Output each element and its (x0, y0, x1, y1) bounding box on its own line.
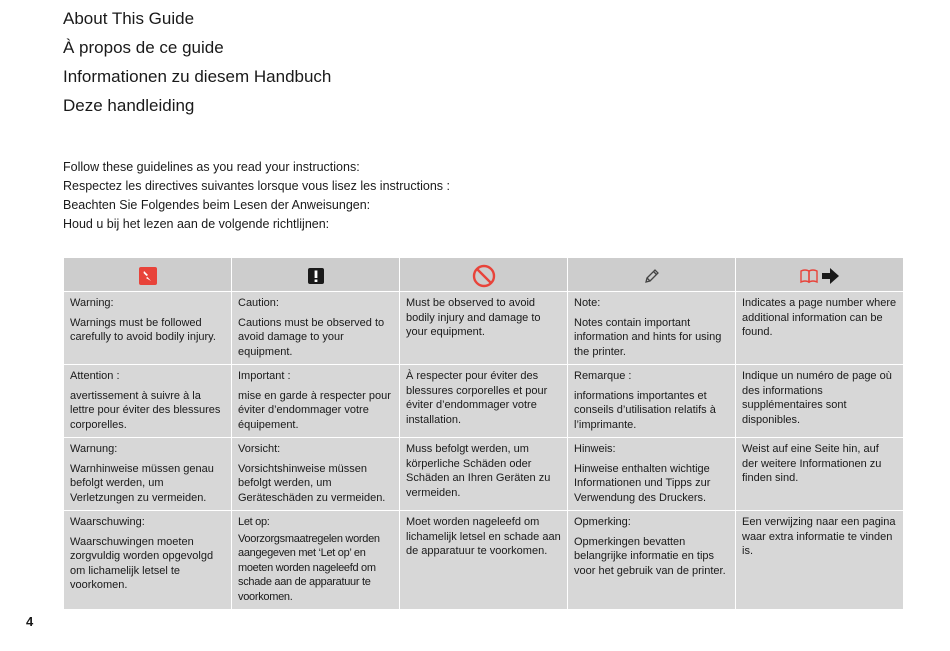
text-note: Notes contain important information and hints for using the printer. (574, 316, 722, 358)
icon-cell-reference (736, 258, 904, 292)
cell-reference-nl (736, 511, 904, 610)
label-warning: Warnung: (70, 443, 118, 455)
label-note: Opmerking: (574, 516, 631, 528)
text-prohibited: Moet worden nageleefd om lichamelijk letsel en schade aan de apparatuur te voorkomen. (406, 516, 561, 557)
label-warning: Attention : (70, 370, 120, 382)
text-caution: Voorzorgsmaatregelen worden aangegeven met ‘Let op’ en moeten worden nageleefd om schade aan de apparatuur te voorkomen. (238, 532, 380, 603)
pencil-note-icon (643, 267, 661, 285)
title-fr: À propos de ce guide (63, 38, 224, 57)
cell-note-de (568, 438, 736, 511)
text-prohibited: Muss befolgt werden, um körperliche Schäden oder Schäden an Ihren Geräten zu vermeiden. (406, 443, 551, 499)
intro-de: Beachten Sie Folgendes beim Lesen der Anweisungen: (63, 198, 371, 212)
label-warning: Warning: (70, 297, 114, 309)
table-row-fr (64, 365, 904, 438)
text-warning: Warnings must be followed carefully to avoid bodily injury. (70, 316, 216, 343)
cell-prohibited-nl (400, 511, 568, 610)
label-note: Hinweis: (574, 443, 616, 455)
label-note: Remarque : (574, 370, 632, 382)
cell-reference-fr (736, 365, 904, 438)
text-reference: Indique un numéro de page où des informations supplémentaires sont disponibles. (742, 370, 892, 426)
label-warning: Waarschuwing: (70, 516, 145, 528)
intro-en: Follow these guidelines as you read your instructions: (63, 160, 360, 174)
cell-warning-fr (64, 365, 232, 438)
cell-prohibited-de (400, 438, 568, 511)
cell-caution-fr (232, 365, 400, 438)
intro-nl: Houd u bij het lezen aan de volgende richtlijnen: (63, 217, 330, 231)
text-note: Hinweise enthalten wichtige Informationen und Tipps zur Verwendung des Druckers. (574, 462, 711, 504)
symbols-table (63, 257, 904, 610)
text-reference: Een verwijzing naar een pagina waar extra informatie te vinden is. (742, 516, 896, 557)
cell-reference-en (736, 292, 904, 365)
text-reference: Indicates a page number where additional information can be found. (742, 297, 897, 338)
cell-note-en (568, 292, 736, 365)
page-titles (63, 4, 331, 120)
title-de: Informationen zu diesem Handbuch (63, 67, 332, 86)
prohibited-icon (472, 264, 496, 288)
cell-caution-nl (232, 511, 400, 610)
cell-warning-en (64, 292, 232, 365)
icon-cell-prohibited (400, 258, 568, 292)
label-note: Note: (574, 297, 601, 309)
label-caution: Vorsicht: (238, 443, 281, 455)
exclamation-caution-icon (307, 267, 325, 285)
table-row-en (64, 292, 904, 365)
title-en: About This Guide (63, 9, 195, 28)
cell-reference-de (736, 438, 904, 511)
table-row-nl (64, 511, 904, 610)
label-caution: Important : (238, 370, 291, 382)
cell-note-fr (568, 365, 736, 438)
lightning-warning-icon (139, 267, 157, 285)
intro-text (63, 158, 450, 234)
cell-caution-en (232, 292, 400, 365)
page-number: 4 (26, 614, 34, 629)
cell-warning-nl (64, 511, 232, 610)
text-reference: Weist auf eine Seite hin, auf der weitere Informationen zu finden sind. (742, 443, 882, 484)
text-caution: mise en garde à respecter pour éviter d’endommager votre équipement. (238, 389, 391, 431)
cell-warning-de (64, 438, 232, 511)
cell-note-nl (568, 511, 736, 610)
text-warning: Warnhinweise müssen genau befolgt werden, um Verletzungen zu vermeiden. (70, 462, 214, 504)
text-note: informations importantes et conseils d’utilisation relatifs à l’imprimante. (574, 389, 716, 431)
text-prohibited: Must be observed to avoid bodily injury and damage to your equipment. (406, 297, 541, 338)
text-warning: Waarschuwingen moeten zorgvuldig worden opgevolgd om lichamelijk letsel te voorkomen. (70, 535, 214, 591)
title-nl: Deze handleiding (63, 96, 195, 115)
text-caution: Cautions must be observed to avoid damage to your equipment. (238, 316, 385, 358)
cell-prohibited-en (400, 292, 568, 365)
icon-cell-caution (232, 258, 400, 292)
icon-row (64, 258, 904, 292)
text-warning: avertissement à suivre à la lettre pour éviter des blessures corporelles. (70, 389, 221, 431)
text-note: Opmerkingen bevatten belangrijke informatie en tips voor het gebruik van de printer. (574, 535, 726, 577)
intro-fr: Respectez les directives suivantes lorsque vous lisez les instructions : (63, 179, 450, 193)
icon-cell-warning (64, 258, 232, 292)
book-arrow-icon (799, 266, 841, 286)
cell-caution-de (232, 438, 400, 511)
label-caution: Caution: (238, 297, 279, 309)
text-prohibited: À respecter pour éviter des blessures corporelles et pour éviter d’endommager votre installation. (406, 370, 548, 426)
text-caution: Vorsichtshinweise müssen befolgt werden, um Geräteschäden zu vermeiden. (238, 462, 386, 504)
cell-prohibited-fr (400, 365, 568, 438)
icon-cell-note (568, 258, 736, 292)
table-row-de (64, 438, 904, 511)
label-caution: Let op: (238, 516, 270, 528)
